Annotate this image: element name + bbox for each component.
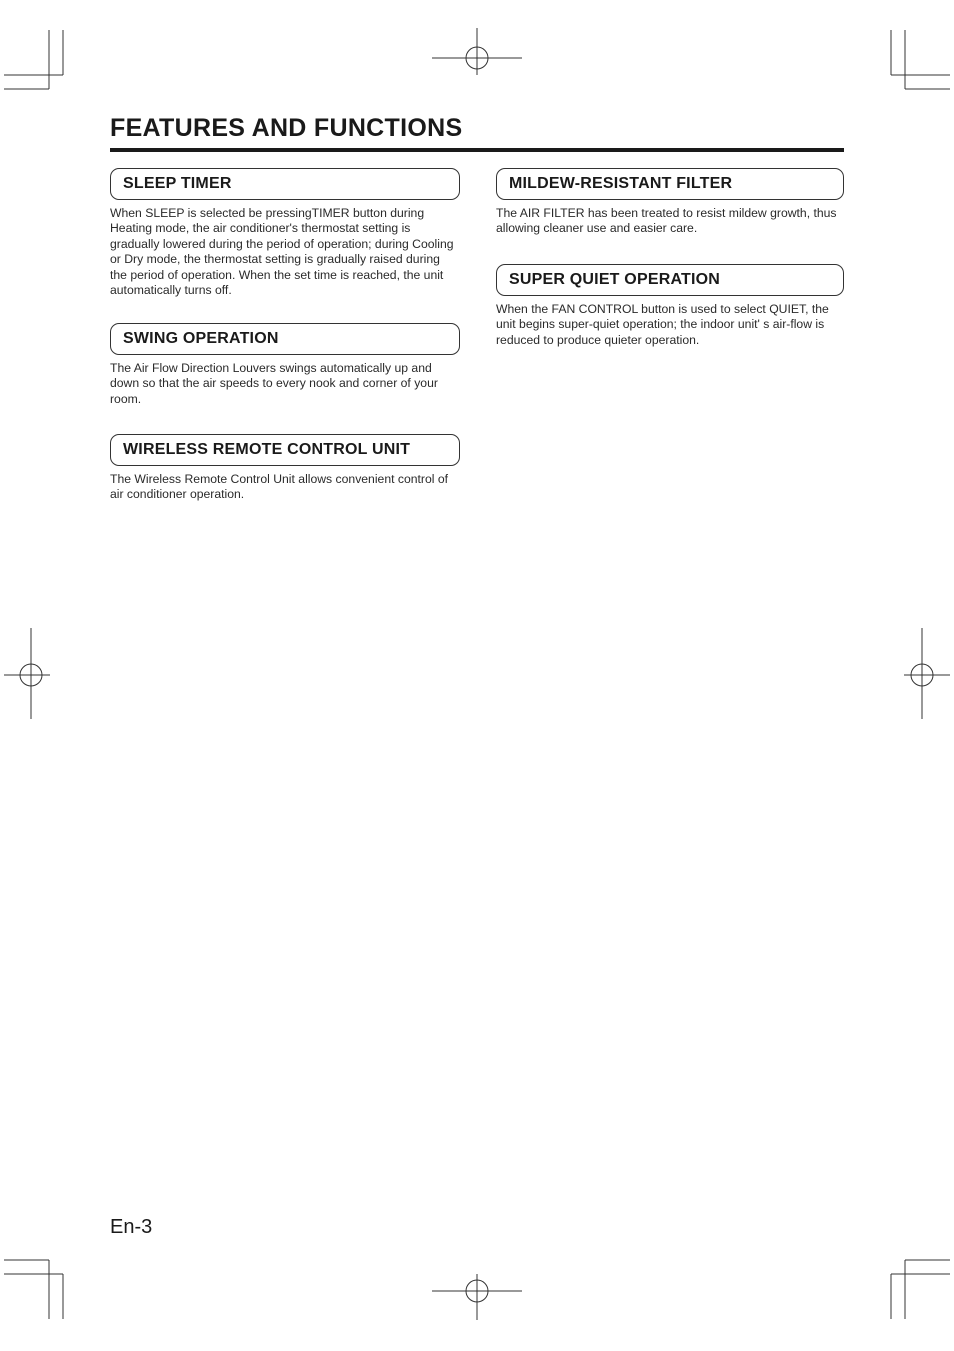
section-heading: MILDEW-RESISTANT FILTER — [496, 168, 844, 200]
section-sleep-timer — [110, 168, 460, 298]
section-mildew-filter — [496, 168, 844, 237]
section-heading: SWING OPERATION — [110, 323, 460, 355]
section-wireless-remote — [110, 434, 460, 503]
section-heading: WIRELESS REMOTE CONTROL UNIT — [110, 434, 460, 466]
section-super-quiet — [496, 264, 844, 348]
title-rule — [110, 148, 844, 152]
section-swing-operation — [110, 323, 460, 407]
section-body: The AIR FILTER has been treated to resist mildew growth, thus allowing cleaner use and easier care. — [496, 206, 837, 236]
section-body: When SLEEP is selected be pressingTIMER button during Heating mode, the air conditioner's thermostat setting is gradually lowered during the period of operation; during Cooling or Dry mode, the thermostat setting is gradually raised during the period of operation. When the set time is reached, the unit automatically turns off. — [110, 206, 454, 298]
page-number: En-3 — [110, 1216, 153, 1238]
section-body: When the FAN CONTROL button is used to select QUIET, the unit begins super-quiet operation; the indoor unit' s air-flow is reduced to produce quieter operation. — [496, 302, 829, 347]
section-heading: SLEEP TIMER — [110, 168, 460, 200]
page-title: FEATURES AND FUNCTIONS — [110, 114, 463, 142]
section-body: The Air Flow Direction Louvers swings automatically up and down so that the air speeds to every nook and corner of your room. — [110, 361, 438, 406]
section-body: The Wireless Remote Control Unit allows convenient control of air conditioner operation. — [110, 472, 449, 502]
section-heading: SUPER QUIET OPERATION — [496, 264, 844, 296]
